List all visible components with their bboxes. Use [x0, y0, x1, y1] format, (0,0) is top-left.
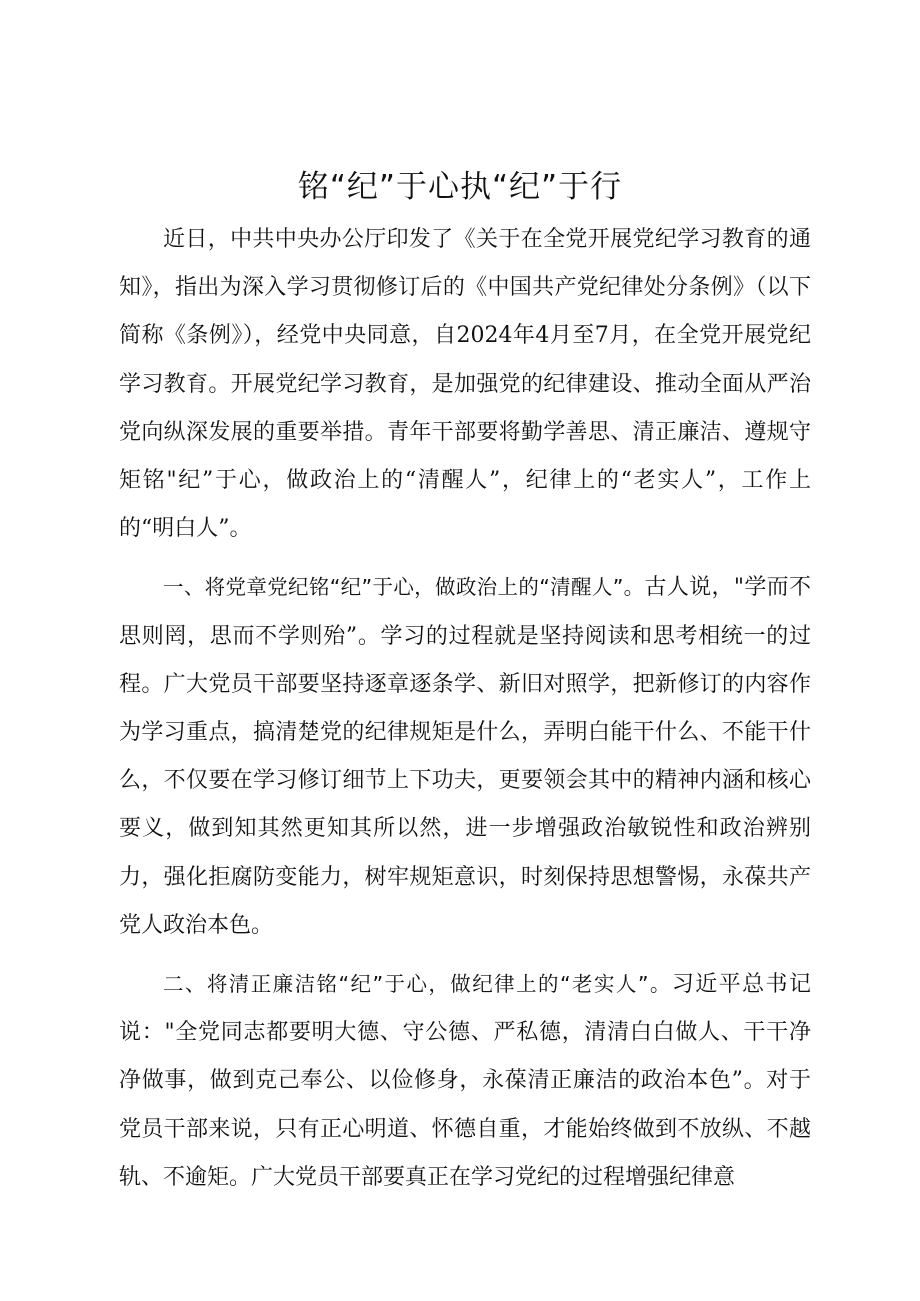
intro-paragraph: 近日，中共中央办公厅印发了《关于在全党开展党纪学习教育的通知》，指出为深入学习贯彻修订后的《中国共产党纪律处分条例》（以下简称《条例》），经党中央同意，自2024年4月至7月，在全党开展党纪学习教育。开展党纪学习教育，是加强党的纪律建设、推动全面从严治党向纵深发展的重要举措。青年干部要将勤学善思、清正廉洁、遵规守矩铭"纪”于心，做政治上的“清醒人”，纪律上的“老实人”，工作上的“明白人”。 [119, 227, 811, 542]
section-1-text: 古人说，"学而不思则罔，思而不学则殆”。学习的过程就是坚持阅读和思考相统一的过程。广大党员干部要坚持逐章逐条学、新旧对照学，把新修订的内容作为学习重点，搞清楚党的纪律规矩是什么，弄明白能干什么、不能干什么，不仅要在学习修订细节上下功夫，更要领会其中的精神内涵和核心要义，做到知其然更知其所以然，进一步增强政治敏锐性和政治辨别力，强化拒腐防变能力，树牢规矩意识，时刻保持思想警惕，永葆共产党人政治本色。 [119, 575, 812, 938]
section-2-paragraph [119, 960, 811, 1202]
section-2-heading: 二、将清正廉洁铭“纪”于心，做纪律上的“老实人”。 [163, 972, 672, 997]
section-1-heading: 一、将党章党纪铭“纪”于心，做政治上的“清醒人”。 [163, 575, 645, 600]
document-body [119, 216, 811, 1202]
section-1-paragraph [119, 563, 811, 950]
section-2-text: 习近平总书记说："全党同志都要明大德、守公德、严私德，清清白白做人、干干净净做事，做到克己奉公、以俭修身，永葆清正廉洁的政治本色”。对于党员干部来说，只有正心明道、怀德自重，才能始终做到不放纵、不越轨、不逾矩。广大党员干部要真正在学习党纪的过程增强纪律意 [119, 972, 811, 1190]
document-title: 铭“纪”于心执“纪”于行 [297, 169, 623, 205]
